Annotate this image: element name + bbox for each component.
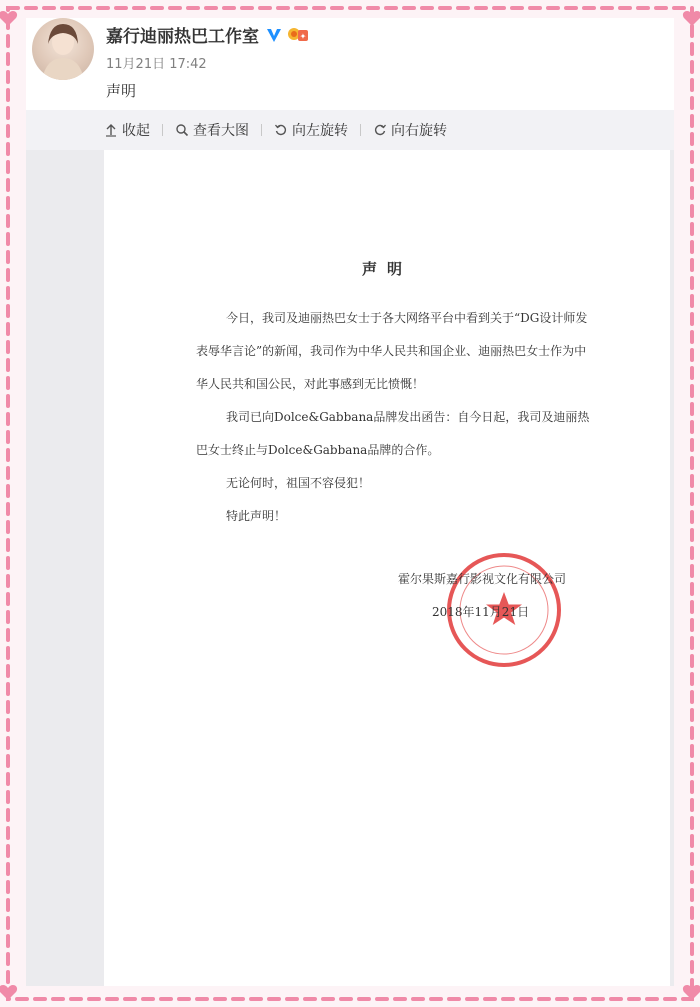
avatar-portrait-icon	[32, 18, 94, 80]
svg-text:✦: ✦	[299, 31, 307, 41]
collapse-label: 收起	[122, 123, 150, 139]
post-time[interactable]: 11月21日 17:42	[106, 57, 207, 72]
rotate-right-button[interactable]	[373, 120, 447, 140]
image-toolbar	[26, 110, 674, 150]
document-paragraph: 我司已向Dolce&Gabbana品牌发出函告：自今日起，我司及迪丽热巴女士终止与Dolce&Gabbana品牌的合作。	[196, 410, 590, 457]
view-large-label: 查看大图	[193, 123, 249, 139]
document-paragraph: 今日，我司及迪丽热巴女士于各大网络平台中看到关于“DG设计师发表辱华言论”的新闻，我司作为中华人民共和国企业、迪丽热巴女士作为中华人民共和国公民，对此事感到无比愤慨！	[196, 311, 588, 391]
magnifier-icon	[175, 123, 189, 137]
rotate-left-icon	[274, 123, 288, 137]
rotate-right-icon	[373, 123, 387, 137]
document-paragraph: 特此声明！	[226, 509, 287, 523]
view-large-button[interactable]	[175, 120, 249, 140]
fan-badge-icon[interactable]	[287, 26, 309, 44]
document-date: 2018年11月21日	[432, 605, 530, 619]
arrow-up-icon	[104, 123, 118, 137]
weibo-post-card	[26, 18, 674, 986]
rotate-left-label: 向左旋转	[292, 123, 348, 139]
document-paragraph: 无论何时，祖国不容侵犯！	[226, 476, 371, 490]
toolbar-divider	[162, 124, 163, 136]
toolbar-divider	[261, 124, 262, 136]
document-signature: 霍尔果斯嘉行影视文化有限公司	[398, 572, 567, 586]
avatar[interactable]	[32, 18, 94, 80]
rotate-left-button[interactable]	[274, 120, 348, 140]
image-viewer	[26, 150, 674, 986]
author-name[interactable]: 嘉行迪丽热巴工作室	[106, 27, 259, 47]
verified-v-icon	[265, 26, 283, 44]
document-title: 声明	[361, 260, 412, 278]
collapse-button[interactable]	[104, 120, 150, 140]
statement-image[interactable]	[104, 150, 670, 986]
post-text: 声明	[106, 82, 137, 100]
rotate-right-label: 向右旋转	[391, 123, 447, 139]
toolbar-divider	[360, 124, 361, 136]
author-line	[106, 22, 309, 47]
document-body	[196, 302, 596, 533]
